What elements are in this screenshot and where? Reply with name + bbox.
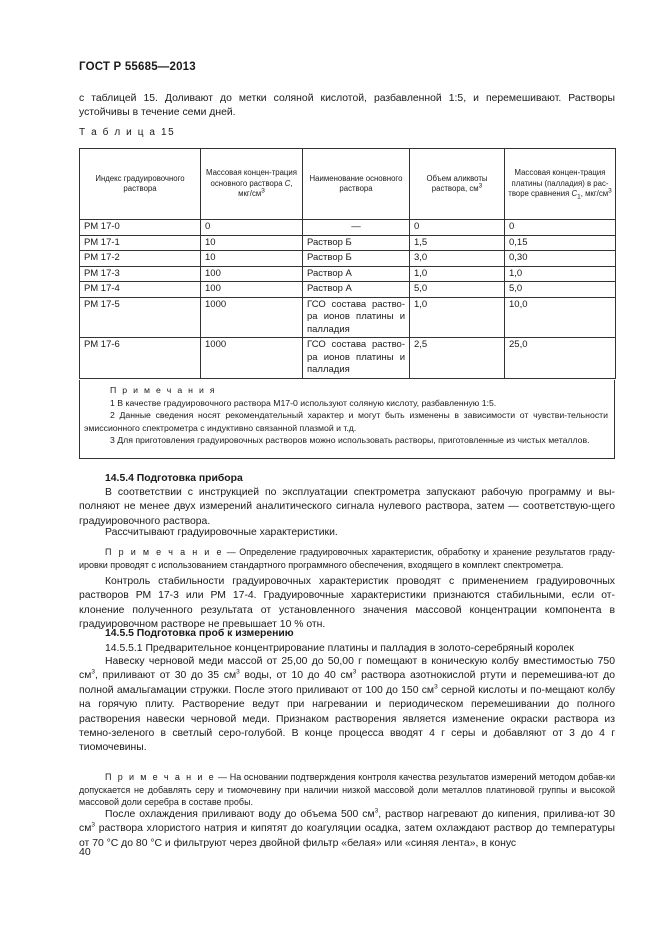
cell-reference: 10,0 [505, 297, 616, 338]
cell-solution-name: Раствор А [303, 266, 410, 282]
section-heading-14-5-5: 14.5.5 Подготовка проб к измерению [105, 628, 294, 639]
header-reference-concentration: Массовая концен-трация платины (палладия) в рас-творе сравнения $C_1$, мкг/$см^3$ [505, 149, 616, 220]
cell-volume: 1,0 [410, 297, 505, 338]
table-row [80, 297, 616, 338]
cell-concentration: 1000 [201, 338, 303, 379]
cell-volume: 5,0 [410, 282, 505, 298]
cell-concentration: 100 [201, 266, 303, 282]
paragraph-14-5-5-1: 14.5.5.1 Предварительное концентрирование платины и палладия в золото-серебряный королек [105, 643, 574, 654]
calibration-solutions-table [79, 148, 616, 379]
cell-concentration: 100 [201, 282, 303, 298]
paragraph-14-5-4-2: Рассчитывают градуировочные характеристики. [105, 527, 338, 538]
table-header-row [80, 149, 616, 220]
table-row [80, 282, 616, 298]
header-solution-name: Наименование основного раствора [303, 149, 410, 220]
paragraph-14-5-4-3: Контроль стабильности градуировочных характеристик проводят с применением градуировочных растворов РМ 17-3 или РМ 17-4. Градуировочные характеристики признаются стабильными, если от-клонение полученного результата от установленного значения массовой концентрации компонента в градуировочном растворе не превышает 10 % отн. [79, 576, 615, 631]
cell-concentration: 10 [201, 235, 303, 251]
cell-reference: 1,0 [505, 266, 616, 282]
table-note-3: 3 Для приготовления градуировочных растворов можно использовать растворы, приготовленные из чистых металлов. [110, 435, 590, 445]
paragraph-14-5-5-1-body: Навеску черновой меди массой от 25,00 до 50,00 г помещают в коническую колбу вместимостью 750 $см^3$, приливают от 30 до 35 $см^3$ воды, от 10 до 40 $см^3$ раствора азотнокислой ртути и перемешива-ют до полной амальгамации стружки. После этого приливают от 100 до 150 $см^3$ серной кислоты и по-мещают колбу на горячую плиту. Растворение ведут при нагревании и периодическом перемешивании до полного растворения навески черновой меди. Признаком растворения является изменение окраски раствора из темно-зеленого в светлый серо-голубой. В конце процесса вводят 4 г серы и добавляют от 3 до 4 г тиомочевины. [79, 656, 615, 754]
cell-index: РМ 17-3 [80, 266, 201, 282]
cell-solution-name: ГСО состава раство-ра ионов платины и палладия [303, 338, 410, 379]
cell-volume: 1,5 [410, 235, 505, 251]
table-note-2: 2 Данные сведения носят рекомендательный характер и могут быть изменены в зависимости от чувстви-тельности эмиссионного спектрометра с индуктивно связанной плазмой и т.д. [84, 410, 608, 433]
cell-concentration: 10 [201, 251, 303, 267]
table-notes [79, 380, 615, 459]
cell-volume: 2,5 [410, 338, 505, 379]
paragraph-14-5-4-1: В соответствии с инструкцией по эксплуатации спектрометра запускают рабочую программу и вы-полняют не менее двух измерений аналитического сигнала нулевого раствора, затем — соответствую-щего градуировочного раствора. [79, 487, 615, 527]
table-row [80, 235, 616, 251]
table-caption: Т а б л и ц а 15 [79, 127, 176, 138]
cell-reference: 0,30 [505, 251, 616, 267]
cell-volume: 0 [410, 220, 505, 236]
cell-index: РМ 17-6 [80, 338, 201, 379]
paragraph-14-5-5-2: После охлаждения приливают воду до объема 500 $см^3$, раствор нагревают до кипения, прилива-ют 30 $см^3$ раствора хлористого натрия и кипятят до коагуляции осадка, затем охлаждают раствор до температуры от 70 °С до 80 °С и фильтруют через двойной фильтр «белая» или «синяя лента», в конус [79, 807, 615, 849]
cell-index: РМ 17-2 [80, 251, 201, 267]
cell-index: РМ 17-0 [80, 220, 201, 236]
cell-volume: 3,0 [410, 251, 505, 267]
page-number: 40 [79, 846, 91, 858]
cell-concentration: 1000 [201, 297, 303, 338]
cell-index: РМ 17-4 [80, 282, 201, 298]
cell-reference: 0 [505, 220, 616, 236]
table-row [80, 266, 616, 282]
header-index: Индекс градуировочного раствора [80, 149, 201, 220]
header-concentration: Массовая концен-трация основного раствора C, мкг/$см^3$ [201, 149, 303, 220]
table-row [80, 251, 616, 267]
cell-solution-name: — [303, 220, 410, 236]
cell-solution-name: ГСО состава раство-ра ионов платины и палладия [303, 297, 410, 338]
notes-title: П р и м е ч а н и я [110, 385, 217, 395]
cell-index: РМ 17-1 [80, 235, 201, 251]
cell-solution-name: Раствор Б [303, 251, 410, 267]
cell-solution-name: Раствор Б [303, 235, 410, 251]
document-header: ГОСТ Р 55685—2013 [79, 61, 196, 73]
cell-reference: 5,0 [505, 282, 616, 298]
cell-concentration: 0 [201, 220, 303, 236]
cell-reference: 0,15 [505, 235, 616, 251]
cell-solution-name: Раствор А [303, 282, 410, 298]
header-aliquot-volume: Объем аликвоты раствора, $см^3$ [410, 149, 505, 220]
note-14-5-5: П р и м е ч а н и е — На основании подтверждения контроля качества результатов измерений методом добав-ки допускается не добавлять серу и тиомочевину при наличии низкой массовой доли металлов платиновой группы и высокой массовой доли серебра в составе пробы. [79, 772, 615, 807]
table-row [80, 338, 616, 379]
section-heading-14-5-4: 14.5.4 Подготовка прибора [105, 473, 243, 484]
cell-reference: 25,0 [505, 338, 616, 379]
cell-volume: 1,0 [410, 266, 505, 282]
note-14-5-4: П р и м е ч а н и е — Определение градуировочных характеристик, обработку и хранение результатов граду-ировки проводят с использованием стандартного программного обеспечения, входящего в комплект спектрометра. [79, 547, 615, 570]
cell-index: РМ 17-5 [80, 297, 201, 338]
intro-paragraph: с таблицей 15. Доливают до метки соляной кислотой, разбавленной 1:5, и перемешивают. Растворы устойчивы в течение семи дней. [79, 93, 615, 119]
table-row [80, 220, 616, 236]
table-note-1: 1 В качестве градуировочного раствора М17-0 используют соляную кислоту, разбавленную 1:5. [110, 397, 497, 408]
